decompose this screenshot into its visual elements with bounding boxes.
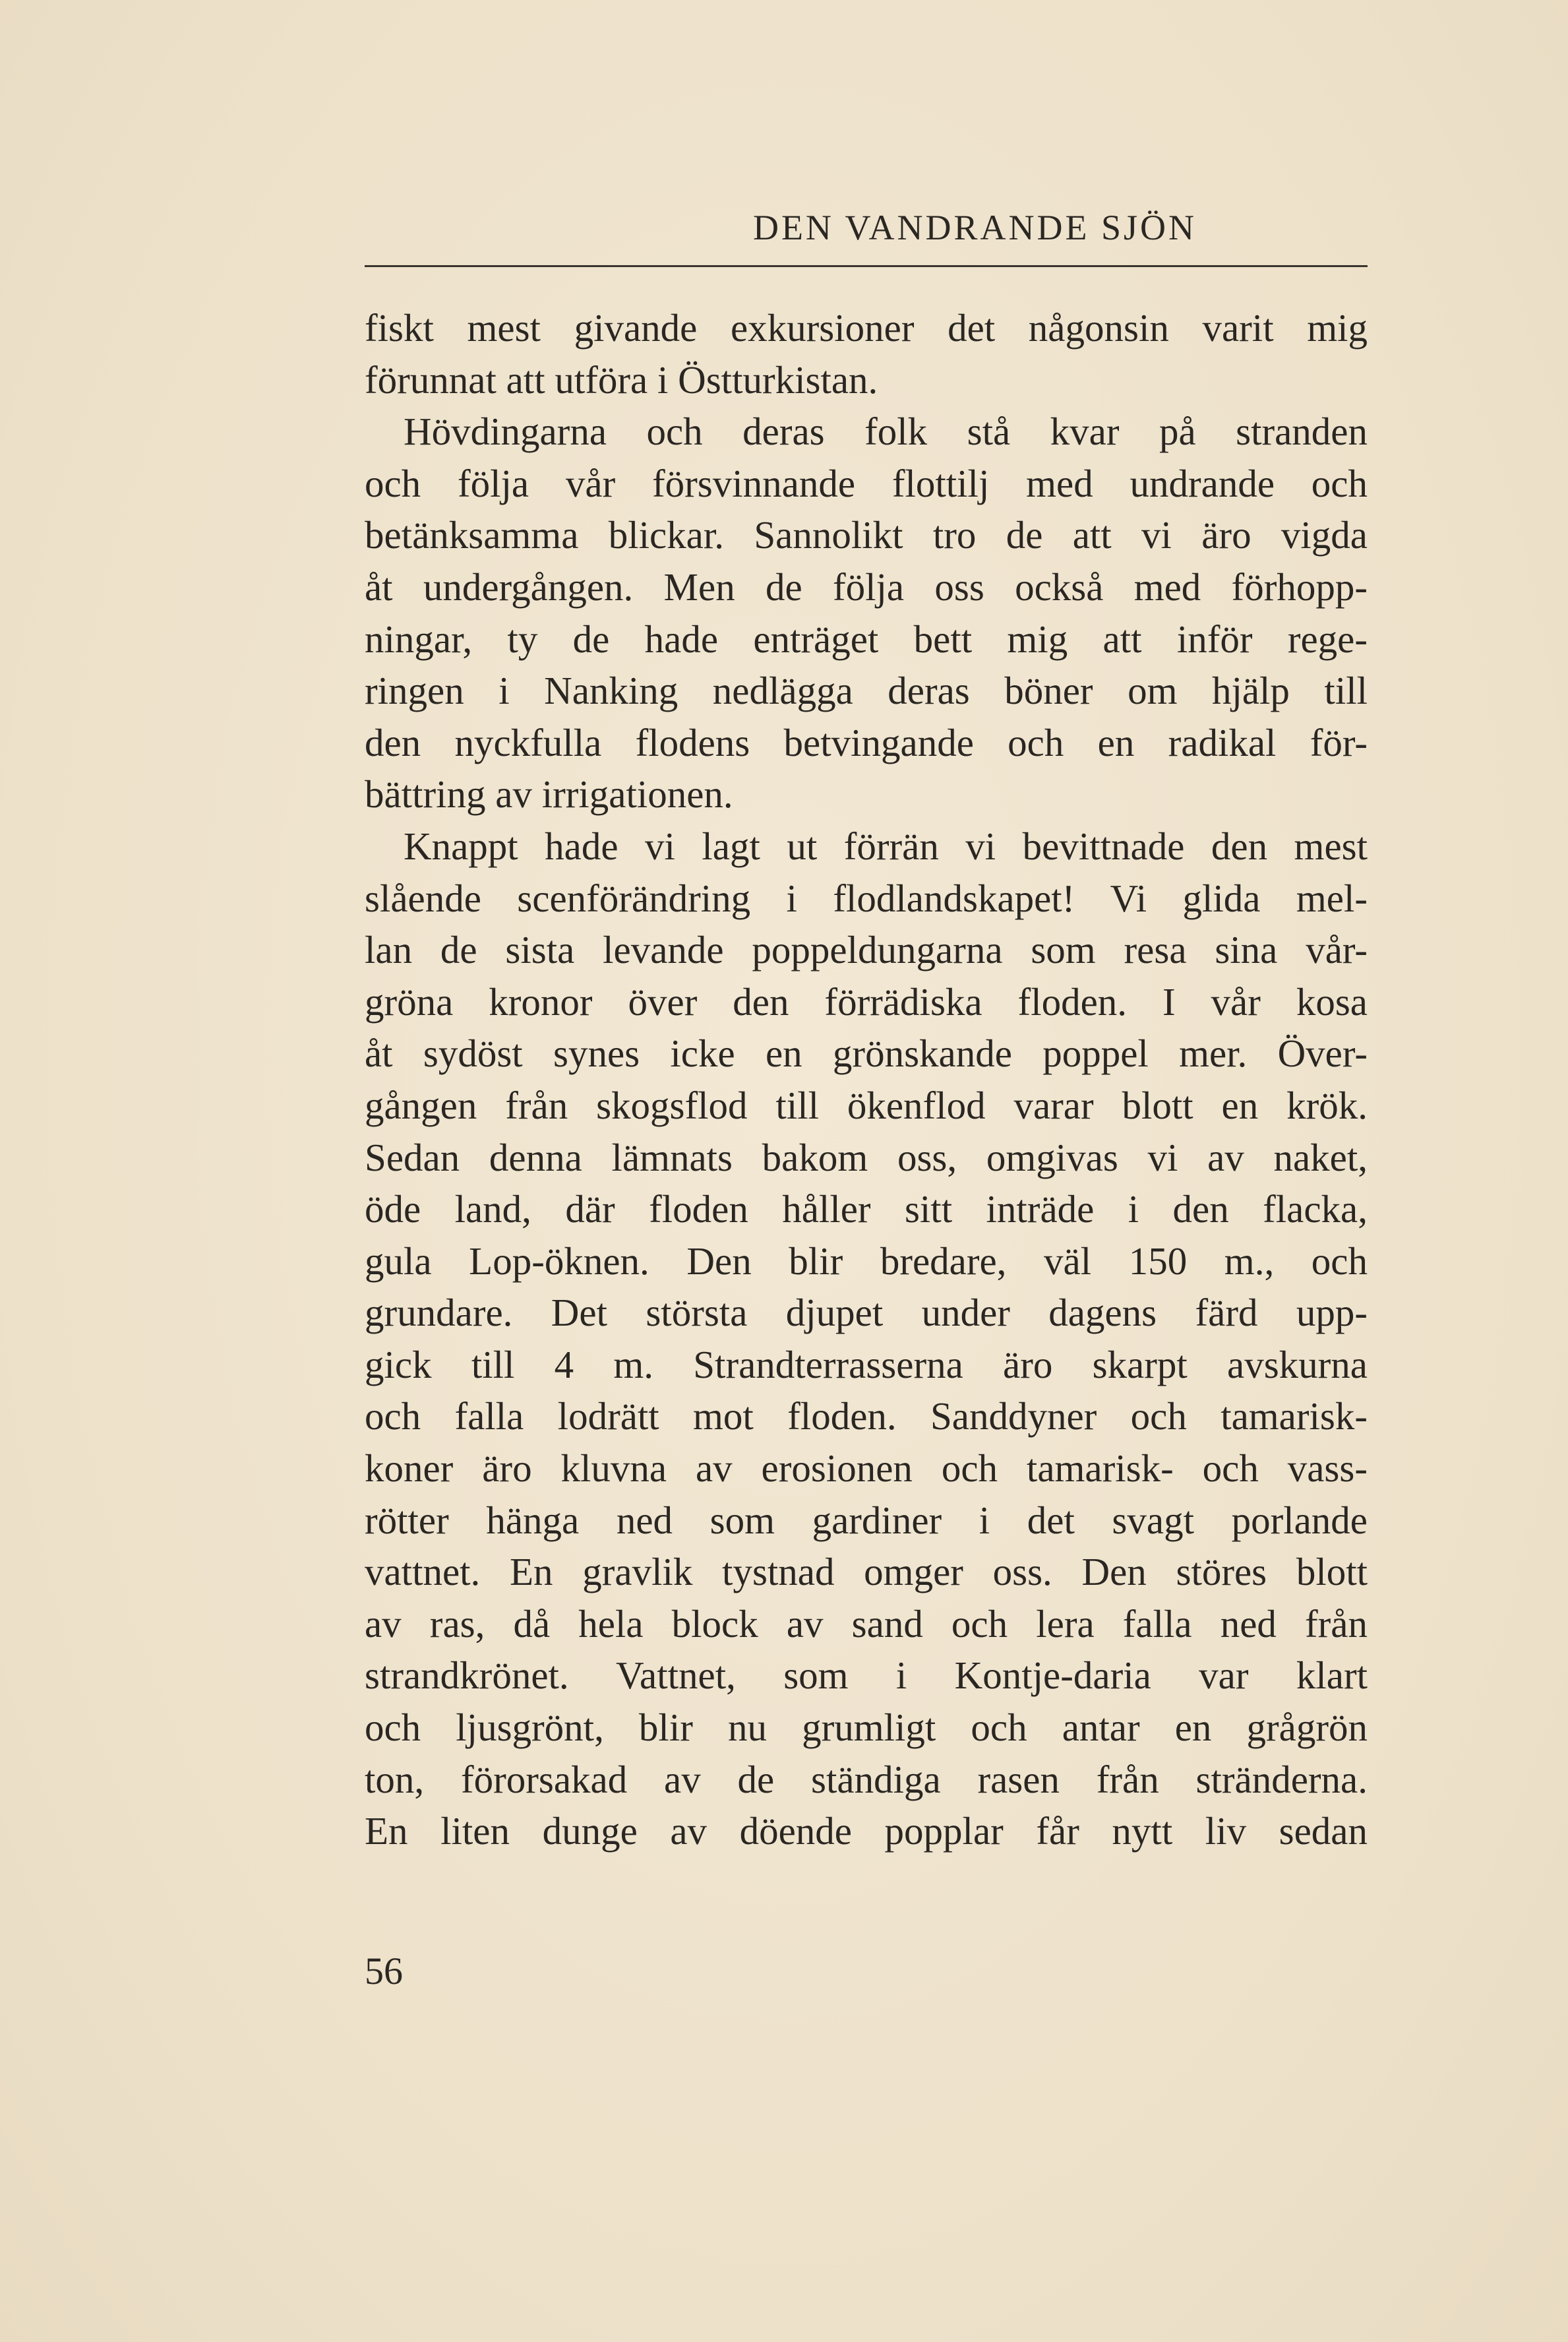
text-line: gula Lop-öknen. Den blir bredare, väl 150 m., och [365,1239,1368,1283]
text-line: den nyckfulla flodens betvingande och en radikal för- [365,720,1368,764]
text-line: betänksamma blickar. Sannolikt tro de att vi äro vigda [365,513,1368,557]
text-line: fiskt mest givande exkursioner det någonsin varit mig [365,306,1368,350]
text-line: och ljusgrönt, blir nu grumligt och antar en grågrön [365,1706,1368,1750]
text-line: koner äro kluvna av erosionen och tamarisk- och vass- [365,1446,1368,1491]
text-line: gröna kronor över den förrädiska floden. I vår kosa [365,979,1368,1024]
paragraph-2 [365,406,1368,820]
text-line: Hövdingarna och deras folk stå kvar på stranden [404,410,1368,454]
text-line: öde land, där floden håller sitt inträde i den flacka, [365,1187,1368,1231]
text-line: ton, förorsakad av de ständiga rasen från stränderna. [365,1757,1368,1801]
paragraph-3 [365,820,1368,1857]
text-line: och följa vår försvinnande flottilj med undrande och [365,461,1368,505]
paragraph-1 [365,302,1368,406]
text-line: Sedan denna lämnats bakom oss, omgivas vi av naket, [365,1135,1368,1179]
text-line: En liten dunge av döende popplar får nytt liv sedan [365,1809,1368,1853]
text-line: Knappt hade vi lagt ut förrän vi bevittnade den mest [404,824,1368,868]
header-rule [365,265,1368,267]
text-line: ringen i Nanking nedlägga deras böner om hjälp till [365,669,1368,713]
text-line: gången från skogsflod till ökenflod varar blott en krök. [365,1083,1368,1127]
text-line: bättring av irrigationen. [365,772,733,817]
text-line: strandkrönet. Vattnet, som i Kontje-daria var klart [365,1653,1368,1698]
text-line: lan de sista levande poppeldungarna som resa sina vår- [365,928,1368,972]
text-line: åt undergången. Men de följa oss också med förhopp- [365,565,1368,609]
text-line: och falla lodrätt mot floden. Sanddyner och tamarisk- [365,1394,1368,1438]
text-line: ningar, ty de hade enträget bett mig att inför rege- [365,617,1368,661]
text-line: åt sydöst synes icke en grönskande poppel mer. Över- [365,1032,1368,1076]
text-line: förunnat att utföra i Östturkistan. [365,357,878,402]
text-line: vattnet. En gravlik tystnad omger oss. Den störes blott [365,1550,1368,1594]
text-line: slående scenförändring i flodlandskapet! Vi glida mel- [365,876,1368,920]
text-line: grundare. Det största djupet under dagens färd upp- [365,1291,1368,1335]
text-line: av ras, då hela block av sand och lera falla ned från [365,1601,1368,1646]
body-text [365,302,1368,1857]
page-number: 56 [365,1950,403,1992]
running-head: DEN VANDRANDE SJÖN [752,208,1197,247]
text-line: rötter hänga ned som gardiner i det svagt porlande [365,1498,1368,1542]
text-line: gick till 4 m. Strandterrasserna äro skarpt avskurna [365,1342,1368,1386]
